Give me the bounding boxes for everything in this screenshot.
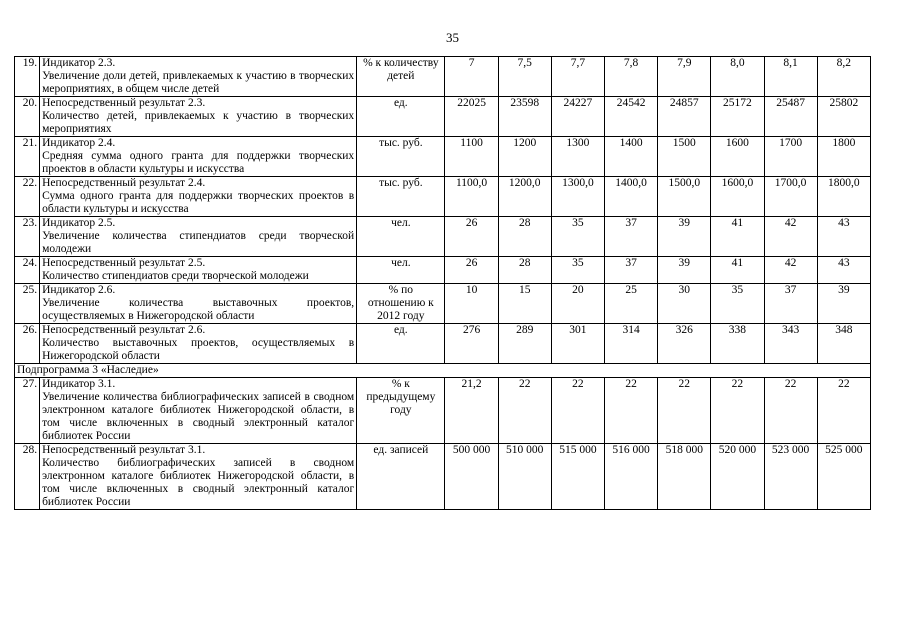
table-row [15,177,871,217]
value-cell: 1400 [605,137,658,177]
value-cell: 22 [605,378,658,444]
value-cell: 41 [711,217,764,257]
value-cell: 24857 [658,97,711,137]
indicator-cell [40,177,357,217]
indicator-cell [40,97,357,137]
indicator-description: Количество стипендиатов среди творческой молодежи [42,270,309,282]
value-cell: 15 [498,284,551,324]
value-cell: 1300 [551,137,604,177]
value-cell: 20 [551,284,604,324]
table-row [15,324,871,364]
value-cell: 43 [817,257,870,284]
indicator-title: Индикатор 2.4. [42,137,116,149]
value-cell: 22 [551,378,604,444]
indicator-title: Непосредственный результат 2.4. [42,177,206,189]
value-cell: 28 [498,217,551,257]
value-cell: 7,7 [551,57,604,97]
value-cell: 1800 [817,137,870,177]
value-cell: 21,2 [445,378,498,444]
value-cell: 7,5 [498,57,551,97]
value-cell: 35 [711,284,764,324]
unit-cell: ед. [357,97,445,137]
value-cell: 41 [711,257,764,284]
indicator-cell [40,378,357,444]
value-cell: 1300,0 [551,177,604,217]
unit-cell: % к количеству детей [357,57,445,97]
indicator-cell [40,284,357,324]
value-cell: 510 000 [498,444,551,510]
indicator-description: Увеличение доли детей, привлекаемых к участию в творческих мероприятиях, в общем числе детей [42,70,355,95]
indicator-cell [40,57,357,97]
value-cell: 37 [605,257,658,284]
value-cell: 1500 [658,137,711,177]
value-cell: 7 [445,57,498,97]
indicator-description: Увеличение количества выставочных проектов, осуществляемых в Нижегородской области [42,297,355,322]
value-cell: 525 000 [817,444,870,510]
indicator-description: Увеличение количества стипендиатов среди творческой молодежи [42,230,355,255]
row-number: 27. [15,378,40,444]
value-cell: 301 [551,324,604,364]
value-cell: 8,0 [711,57,764,97]
value-cell: 30 [658,284,711,324]
indicator-cell [40,217,357,257]
value-cell: 8,2 [817,57,870,97]
value-cell: 7,8 [605,57,658,97]
value-cell: 37 [605,217,658,257]
table-row [15,137,871,177]
row-number: 22. [15,177,40,217]
table-row [15,444,871,510]
value-cell: 1700,0 [764,177,817,217]
row-number: 25. [15,284,40,324]
indicator-description: Количество детей, привлекаемых к участию в творческих мероприятиях [42,110,355,135]
row-number: 20. [15,97,40,137]
value-cell: 25 [605,284,658,324]
value-cell: 338 [711,324,764,364]
section-title: Подпрограмма 3 «Наследие» [15,364,871,378]
indicator-title: Индикатор 3.1. [42,378,116,390]
value-cell: 1700 [764,137,817,177]
indicator-title: Непосредственный результат 3.1. [42,444,206,456]
unit-cell: чел. [357,257,445,284]
indicator-title: Индикатор 2.5. [42,217,116,229]
page-number: 35 [446,30,459,45]
unit-cell: тыс. руб. [357,177,445,217]
indicator-description: Средняя сумма одного гранта для поддержки творческих проектов в области культуры и искусства [42,150,355,175]
value-cell: 10 [445,284,498,324]
indicator-title: Индикатор 2.6. [42,284,116,296]
value-cell: 42 [764,217,817,257]
unit-cell: % по отношению к 2012 году [357,284,445,324]
value-cell: 26 [445,217,498,257]
value-cell: 348 [817,324,870,364]
indicator-description: Количество выставочных проектов, осуществляемых в Нижегородской области [42,337,355,362]
indicator-cell [40,257,357,284]
value-cell: 23598 [498,97,551,137]
value-cell: 276 [445,324,498,364]
row-number: 24. [15,257,40,284]
indicator-description: Сумма одного гранта для поддержки творческих проектов в области культуры и искусства [42,190,355,215]
indicator-cell [40,324,357,364]
value-cell: 314 [605,324,658,364]
value-cell: 1100,0 [445,177,498,217]
value-cell: 1600 [711,137,764,177]
indicator-title: Индикатор 2.3. [42,57,116,69]
value-cell: 500 000 [445,444,498,510]
unit-cell: ед. записей [357,444,445,510]
value-cell: 1600,0 [711,177,764,217]
indicator-description: Количество библиографических записей в сводном электронном каталоге библиотек Нижегородской области, в том числе включенных в сводный электронный каталог библиотек России [42,457,355,508]
value-cell: 1500,0 [658,177,711,217]
value-cell: 1200,0 [498,177,551,217]
table-body [15,57,871,510]
value-cell: 39 [817,284,870,324]
value-cell: 1100 [445,137,498,177]
value-cell: 22 [658,378,711,444]
unit-cell: тыс. руб. [357,137,445,177]
value-cell: 343 [764,324,817,364]
value-cell: 35 [551,257,604,284]
value-cell: 24227 [551,97,604,137]
indicator-cell [40,137,357,177]
indicator-title: Непосредственный результат 2.5. [42,257,206,269]
value-cell: 25802 [817,97,870,137]
table-row [15,378,871,444]
indicator-title: Непосредственный результат 2.3. [42,97,206,109]
value-cell: 523 000 [764,444,817,510]
table-row [15,97,871,137]
row-number: 28. [15,444,40,510]
indicator-cell [40,444,357,510]
value-cell: 22 [764,378,817,444]
value-cell: 35 [551,217,604,257]
indicator-description: Увеличение количества библиографических записей в сводном электронном каталоге библиотек Нижегородской области, в том числе включенных в сводный электронный каталог библиотек России [42,391,355,442]
value-cell: 22 [711,378,764,444]
value-cell: 22 [498,378,551,444]
value-cell: 7,9 [658,57,711,97]
row-number: 19. [15,57,40,97]
value-cell: 515 000 [551,444,604,510]
value-cell: 42 [764,257,817,284]
value-cell: 25487 [764,97,817,137]
table-row [15,257,871,284]
value-cell: 39 [658,217,711,257]
value-cell: 43 [817,217,870,257]
value-cell: 520 000 [711,444,764,510]
value-cell: 518 000 [658,444,711,510]
value-cell: 22 [817,378,870,444]
value-cell: 1800,0 [817,177,870,217]
unit-cell: % к предыдущему году [357,378,445,444]
value-cell: 24542 [605,97,658,137]
value-cell: 25172 [711,97,764,137]
table-row [15,284,871,324]
value-cell: 39 [658,257,711,284]
row-number: 21. [15,137,40,177]
table-row [15,217,871,257]
row-number: 26. [15,324,40,364]
value-cell: 37 [764,284,817,324]
value-cell: 326 [658,324,711,364]
unit-cell: ед. [357,324,445,364]
value-cell: 516 000 [605,444,658,510]
value-cell: 289 [498,324,551,364]
table-row [15,57,871,97]
value-cell: 1400,0 [605,177,658,217]
indicator-title: Непосредственный результат 2.6. [42,324,206,336]
value-cell: 28 [498,257,551,284]
unit-cell: чел. [357,217,445,257]
section-row [15,364,871,378]
row-number: 23. [15,217,40,257]
value-cell: 26 [445,257,498,284]
value-cell: 1200 [498,137,551,177]
value-cell: 8,1 [764,57,817,97]
value-cell: 22025 [445,97,498,137]
indicators-table [14,56,871,510]
